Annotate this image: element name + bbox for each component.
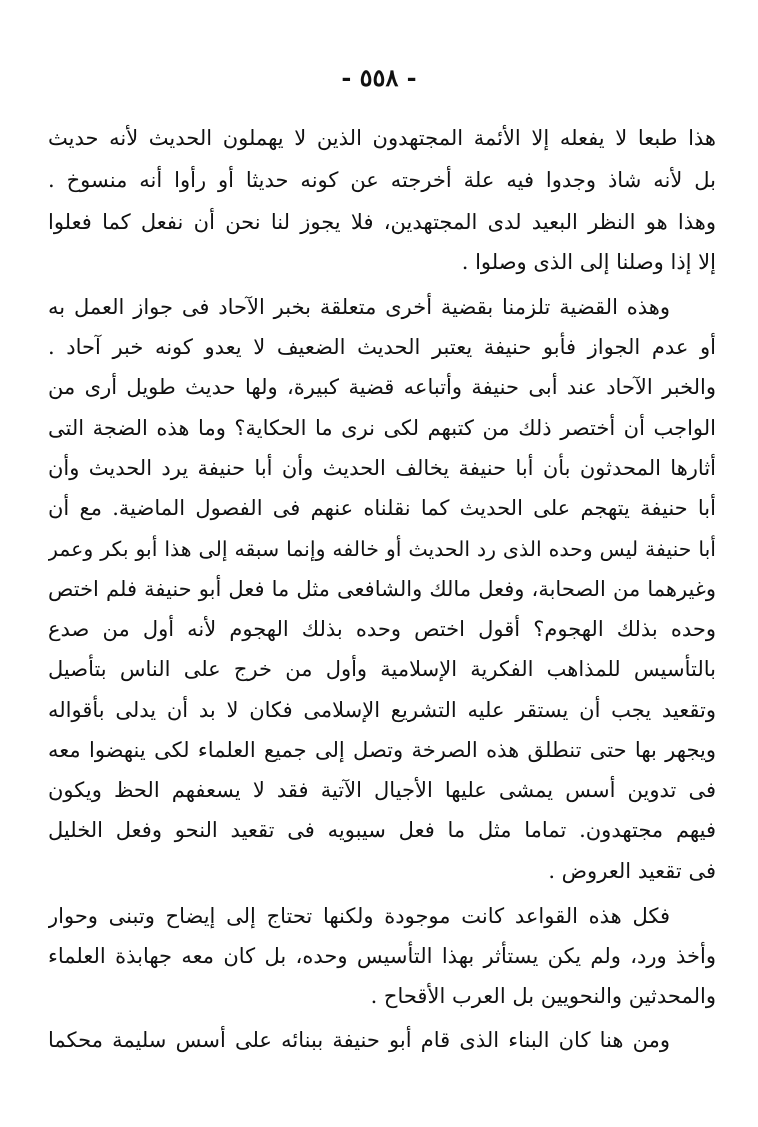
text-line: وهذه القضية تلزمنا بقضية أخرى متعلقة بخبر الآحاد فى جواز العمل به [48,295,670,319]
text-line: إلا إذا وصلنا إلى الذى وصلوا . [461,250,716,274]
text-line: ويجهر بها حتى تنطلق هذه الصرخة وتصل إلى جميع العلماء لكى ينهضوا معه [48,738,716,762]
page-number: - ٥٥٨ - [341,63,417,92]
text-line: والمحدثين والنحويين بل العرب الأقحاح . [370,984,716,1008]
text-line: وحده بذلك الهجوم؟ أقول اختص وحده بذلك الهجوم لأنه أول من صدع [48,617,716,641]
text-line: بالتأسيس للمذاهب الفكرية الإسلامية وأول من خرج على الناس بتأصيل [48,657,716,681]
text-line: هذا طبعا لا يفعله إلا الأئمة المجتهدون الذين لا يهملون الحديث لأنه حديث [48,126,716,150]
text-line: فى تدوين أسس يمشى عليها الأجيال الآتية فقد لا يسعفهم الحظ ويكون [48,778,716,802]
text-line: أبا حنيفة ليس وحده الذى رد الحديث أو خالفه وإنما سبقه إلى هذا أبو بكر وعمر [48,537,716,561]
text-line: ومن هنا كان البناء الذى قام أبو حنيفة ببنائه على أسس سليمة محكما [48,1028,670,1052]
text-line: فيهم مجتهدون. تماما مثل ما فعل سيبويه فى تقعيد النحو وفعل الخليل [48,818,716,842]
text-line: الواجب أن أختصر ذلك من كتبهم لكى نرى ما الحكاية؟ وما هذه الضجة التى [48,416,716,440]
text-line: أو عدم الجواز فأبو حنيفة يعتبر الحديث الضعيف لا يعدو كونه خبر آحاد . [48,335,716,359]
text-line: فكل هذه القواعد كانت موجودة ولكنها تحتاج إلى إيضاح وتبنى وحوار [48,904,670,928]
text-line: أثارها المحدثون بأن أبا حنيفة يخالف الحديث وأن أبا حنيفة يرد الحديث وأن [48,456,716,480]
text-line: وأخذ ورد، ولم يكن يستأثر بهذا التأسيس وحده، بل كان معه جهابذة العلماء [48,944,716,968]
text-line: أبا حنيفة يتهجم على الحديث كما نقلناه عنهم فى الفصول الماضية. مع أن [48,496,716,520]
text-line: وتقعيد يجب أن يستقر عليه التشريع الإسلامى فكان لا بد أن يدلى بأقواله [48,698,716,722]
text-line: والخبر الآحاد عند أبى حنيفة وأتباعه قضية كبيرة، ولها حديث طويل أرى من [48,375,716,399]
text-line: وغيرهما من الصحابة، وفعل مالك والشافعى مثل ما فعل أبو حنيفة فلم اختص [48,577,716,601]
text-line: وهذا هو النظر البعيد لدى المجتهدين، فلا يجوز لنا نحن أن نفعل كما فعلوا [48,210,716,234]
text-line: بل لأنه شاذ وجدوا فيه علة أخرجته عن كونه حديثا أو رأوا أنه منسوخ . [48,168,716,192]
text-line: فى تقعيد العروض . [548,859,716,883]
